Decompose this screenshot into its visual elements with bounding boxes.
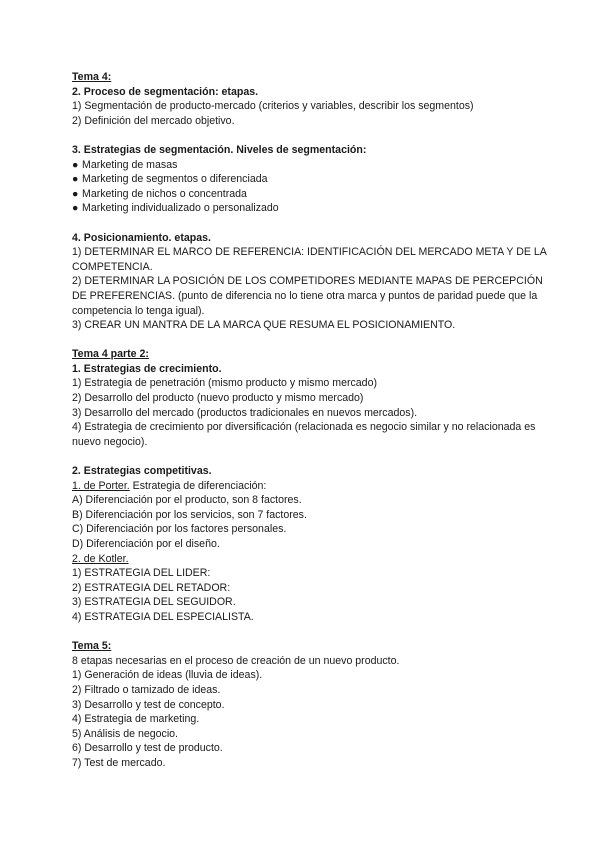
list-item: 2) DETERMINAR LA POSICIÓN DE LOS COMPETIDORES MEDIANTE MAPAS DE PERCEPCIÓN DE PREFERENCIAS. (punto de diferencia no lo tiene otra marca y puntos de paridad puede que la competencia lo tenga igual). — [72, 275, 543, 317]
tema4p2-title: Tema 4 parte 2: — [72, 348, 149, 361]
list-item: A) Diferenciación por el producto, son 8 factores. — [72, 494, 302, 507]
list-item: D) Diferenciación por el diseño. — [72, 538, 220, 550]
tema5-intro: 8 etapas necesarias en el proceso de creación de un nuevo producto. — [72, 654, 400, 667]
list-item: ● Marketing individualizado o personalizado — [72, 202, 279, 215]
list-item: 1) Generación de ideas (lluvia de ideas). — [72, 669, 263, 682]
porter-label: 1. de Porter. — [72, 479, 130, 492]
porter-line: 1. de Porter. Estrategia de diferenciación: — [72, 479, 267, 492]
bullet-icon: ● — [72, 187, 79, 200]
list-item: B) Diferenciación por los servicios, son 7 factores. — [72, 508, 307, 521]
list-item: 3) Desarrollo y test de concepto. — [72, 698, 225, 711]
list-item: 6) Desarrollo y test de producto. — [72, 742, 223, 755]
list-item: 2) Definición del mercado objetivo. — [72, 114, 235, 127]
list-item: 1) ESTRATEGIA DEL LIDER: — [72, 567, 211, 580]
list-item: 1) DETERMINAR EL MARCO DE REFERENCIA: IDENTIFICACIÓN DEL MERCADO META Y DE LA COMPETENCIA. — [72, 246, 547, 273]
tema4p2-s1-heading: 1. Estrategias de crecimiento. — [72, 362, 222, 375]
list-item: 1) Estrategia de penetración (mismo producto y mismo mercado) — [72, 377, 377, 390]
list-item: ● Marketing de nichos o concentrada — [72, 187, 247, 200]
list-item: 3) CREAR UN MANTRA DE LA MARCA QUE RESUMA EL POSICIONAMIENTO. — [72, 319, 456, 332]
bullet-icon: ● — [72, 173, 79, 186]
list-item: 2) ESTRATEGIA DEL RETADOR: — [72, 581, 231, 594]
list-item: 2) Desarrollo del producto (nuevo producto y mismo mercado) — [72, 392, 364, 405]
list-item: 3) ESTRATEGIA DEL SEGUIDOR. — [72, 596, 236, 609]
list-item: 4) ESTRATEGIA DEL ESPECIALISTA. — [72, 610, 254, 623]
tema4-s4-heading: 4. Posicionamiento. etapas. — [72, 231, 211, 244]
list-item: ● Marketing de masas — [72, 158, 178, 171]
list-item: 1) Segmentación de producto-mercado (criterios y variables, describir los segmentos) — [72, 100, 474, 113]
tema5-title: Tema 5: — [72, 640, 112, 653]
bullet-icon: ● — [72, 202, 79, 215]
tema4-s2-heading: 2. Proceso de segmentación: etapas. — [72, 85, 259, 98]
tema4-title: Tema 4: — [72, 71, 112, 83]
kotler-label: 2. de Kotler. — [72, 552, 129, 565]
list-item: 4) Estrategia de marketing. — [72, 713, 200, 726]
list-item: 4) Estrategia de crecimiento por diversificación (relacionada es negocio similar y no relacionada es nuevo negocio). — [72, 421, 536, 448]
list-item: 3) Desarrollo del mercado (productos tradicionales en nuevos mercados). — [72, 406, 418, 419]
bullet-icon: ● — [72, 158, 79, 171]
list-item: ● Marketing de segmentos o diferenciada — [72, 173, 268, 186]
tema4-s3-heading: 3. Estrategias de segmentación. Niveles de segmentación: — [72, 143, 367, 156]
list-item: 2) Filtrado o tamizado de ideas. — [72, 683, 221, 696]
list-item: C) Diferenciación por los factores personales. — [72, 523, 287, 536]
list-item: 5) Análisis de negocio. — [72, 727, 179, 740]
tema4p2-s2-heading: 2. Estrategias competitivas. — [72, 465, 212, 478]
list-item: 7) Test de mercado. — [72, 756, 166, 769]
